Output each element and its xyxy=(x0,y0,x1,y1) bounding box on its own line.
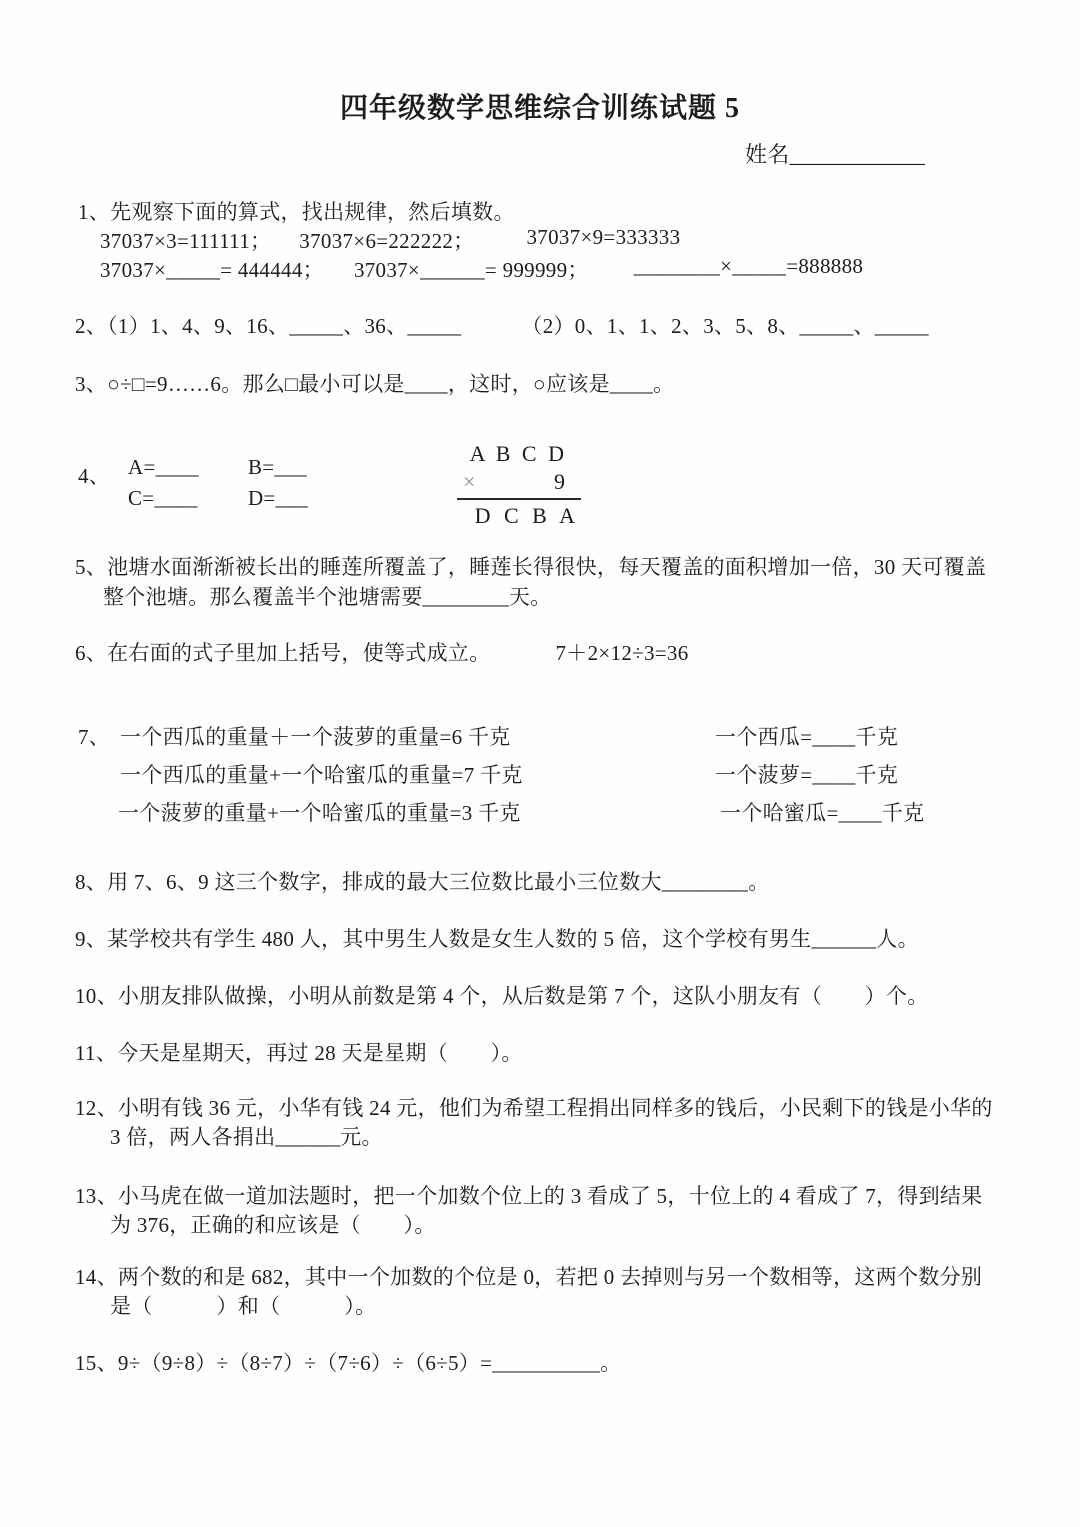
problem-9: 9、某学校共有学生 480 人，其中男生人数是女生人数的 5 倍，这个学校有男生______人。 xyxy=(75,927,919,951)
problem-2-part2: （2）0、1、1、2、3、5、8、_____、_____ xyxy=(521,314,929,338)
problem-8: 8、用 7、6、9 这三个数字，排成的最大三位数比最小三位数大________。 xyxy=(75,870,770,894)
multiplier: 9 xyxy=(554,469,565,494)
problem-2 xyxy=(75,310,929,340)
problem-7-row1-right: 一个西瓜=____千克 xyxy=(715,725,899,749)
equation-blank: 37037×_____= 444444； xyxy=(100,258,324,282)
equation-blank: 37037×______= 999999； xyxy=(353,258,589,282)
problem-4-blank-a: A=____ xyxy=(128,455,199,479)
problem-1-equations-row2 xyxy=(100,254,863,284)
problem-14-line2: 是（ ）和（ ）。 xyxy=(110,1294,377,1318)
equation: 37037×3=111111； xyxy=(100,229,272,253)
problem-1-equations-row1 xyxy=(100,225,680,255)
problem-14-line1: 14、两个数的和是 682，其中一个加数的个位是 0，若把 0 去掉则与另一个数相等，这两个数分别 xyxy=(75,1265,983,1289)
problem-7-row3-left: 一个菠萝的重量+一个哈蜜瓜的重量=3 千克 xyxy=(118,801,521,825)
problem-7-number: 7、 xyxy=(78,725,111,749)
equation: 37037×6=222222； xyxy=(299,229,475,253)
problem-10: 10、小朋友排队做操，小明从前数是第 4 个，从后数是第 7 个，这队小朋友有（ ）个。 xyxy=(75,984,929,1008)
problem-15: 15、9÷（9÷8）÷（8÷7）÷（7÷6）÷（6÷5）=__________。 xyxy=(75,1351,622,1375)
student-name-field: 姓名____________ xyxy=(745,142,926,167)
problem-7-row2-left: 一个西瓜的重量+一个哈蜜瓜的重量=7 千克 xyxy=(120,763,523,787)
problem-13-line1: 13、小马虎在做一道加法题时，把一个加数个位上的 3 看成了 5，十位上的 4 看成了 7，得到结果 xyxy=(75,1184,983,1208)
problem-12-line2: 3 倍，两人各捐出______元。 xyxy=(110,1125,383,1149)
problem-6-prompt: 6、在右面的式子里加上括号，使等式成立。 xyxy=(75,641,491,665)
problem-7-row1-left: 一个西瓜的重量＋一个菠萝的重量=6 千克 xyxy=(120,725,511,749)
problem-1-prompt: 1、先观察下面的算式，找出规律，然后填数。 xyxy=(78,200,515,224)
problem-4-blank-d: D=___ xyxy=(248,486,309,510)
problem-4-number: 4、 xyxy=(78,464,111,488)
problem-4-multiplication xyxy=(457,441,581,529)
problem-4-blank-b: B=___ xyxy=(248,455,307,479)
product: D C B A xyxy=(474,503,579,528)
equation: 37037×9=333333 xyxy=(526,225,681,249)
multiplicand: A B C D xyxy=(469,441,567,466)
problem-6 xyxy=(75,637,689,667)
multiplier-row xyxy=(457,467,581,500)
problem-7-row2-right: 一个菠萝=____千克 xyxy=(715,763,899,787)
problem-3: 3、○÷□=9……6。那么□最小可以是____，这时，○应该是____。 xyxy=(75,372,675,396)
problem-4-blank-c: C=____ xyxy=(128,486,198,510)
multiply-sign: × xyxy=(463,469,476,494)
equation-blank: ________×_____=888888 xyxy=(633,254,864,278)
problem-11: 11、今天是星期天，再过 28 天是星期（ ）。 xyxy=(75,1041,523,1065)
problem-13-line2: 为 376，正确的和应该是（ ）。 xyxy=(110,1213,436,1237)
problem-7-row3-right: 一个哈蜜瓜=____千克 xyxy=(720,801,925,825)
problem-6-equation: 7＋2×12÷3=36 xyxy=(555,641,689,665)
problem-12-line1: 12、小明有钱 36 元，小华有钱 24 元，他们为希望工程捐出同样多的钱后，小民剩下的钱是小华的 xyxy=(75,1096,993,1120)
problem-5-line1: 5、池塘水面渐渐被长出的睡莲所覆盖了，睡莲长得很快，每天覆盖的面积增加一倍，30 天可覆盖 xyxy=(75,555,987,579)
page-title: 四年级数学思维综合训练试题 5 xyxy=(339,93,740,124)
problem-5-line2: 整个池塘。那么覆盖半个池塘需要________天。 xyxy=(103,585,552,609)
problem-2-part1: 2、（1）1、4、9、16、_____、36、_____ xyxy=(75,314,462,338)
